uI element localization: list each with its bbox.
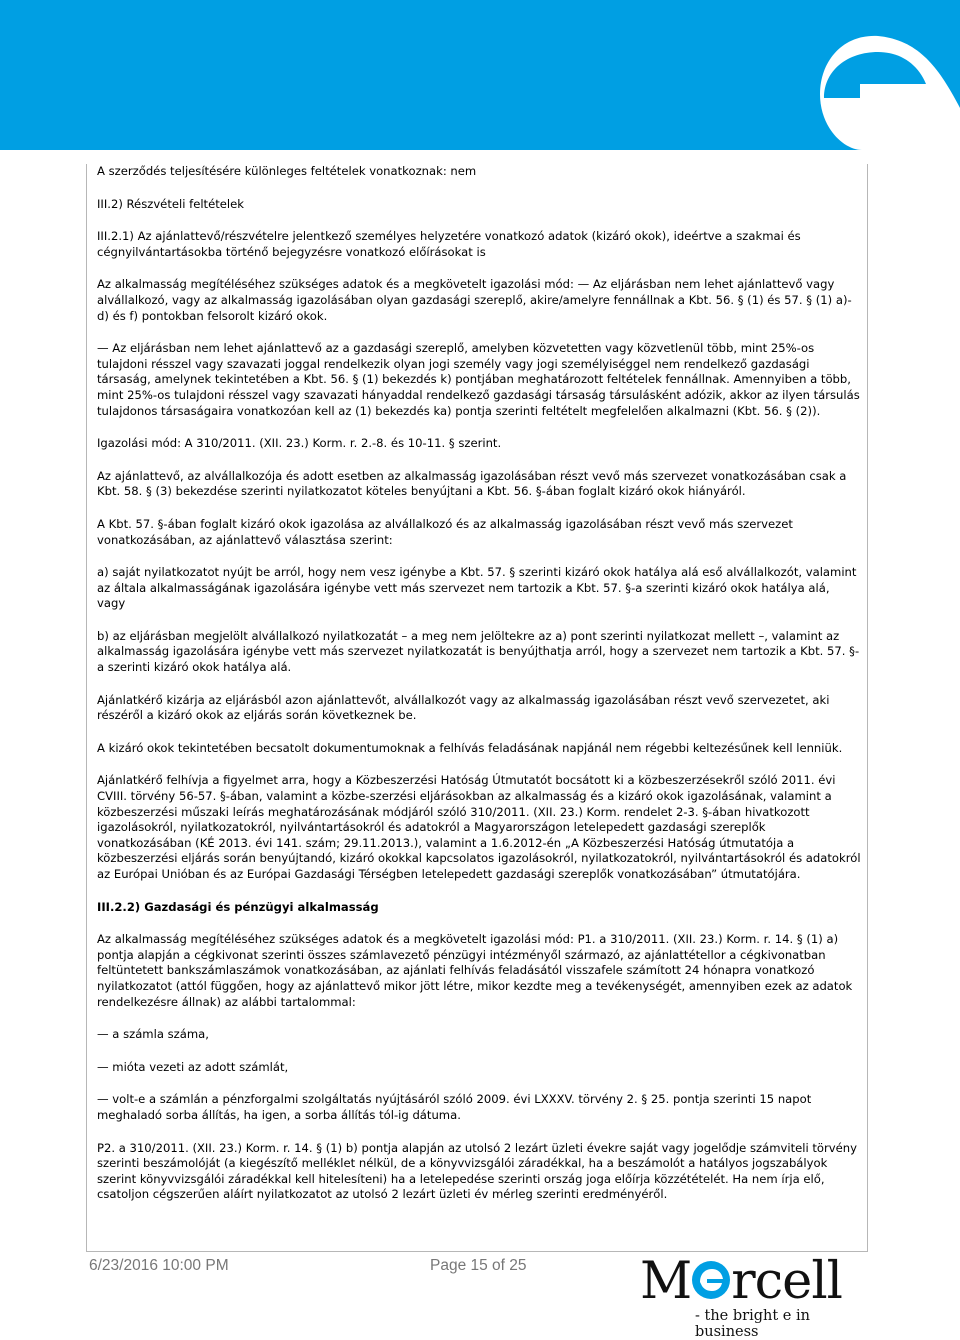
- paragraph-verification-method: Igazolási mód: A 310/2011. (XII. 23.) Korm. r. 2.-8. és 10-11. § szerint.: [97, 436, 502, 451]
- section-heading-participation: III.2) Részvételi feltételek: [97, 196, 244, 211]
- list-item-account-number: — a számla száma,: [97, 1027, 209, 1042]
- frame-left-border: [86, 164, 87, 1252]
- paragraph-kbt-57: A Kbt. 57. §-ában foglalt kizáró okok igazolása az alvállalkozó és az alkalmasság igazolásában részt vevő más szervezet vonatkozásában, az ajánlattevő választása szerint:: [97, 516, 793, 547]
- company-logo: [640, 1252, 870, 1340]
- paragraph-document-date: A kizáró okok tekintetében becsatolt dokumentumoknak a felhívás feladásának napjánál nem régebbi keltezésűnek kell lenniük.: [97, 740, 843, 755]
- list-item-queuing: — volt-e a számlán a pénzforgalmi szolgáltatás nyújtásáról szóló 2009. évi LXXXV. törvény 2. § 25. pontja szerinti 15 napot meghaladó sorba állítás, ha igen, a sorba állítás tól-ig dátuma.: [97, 1092, 812, 1122]
- logo-prefix: M: [640, 1252, 692, 1311]
- paragraph-special-conditions: A szerződés teljesítésére különleges feltételek vonatkoznak: nem: [97, 164, 477, 178]
- paragraph-declaration: Az ajánlattevő, az alvállalkozója és adott esetben az alkalmasság igazolásában részt vevő más szervezet vonatkozásában csak a Kbt. 58. § (3) bekezdése szerinti nyilatkozatot köteles benyújtani a Kbt. 56. §-ában foglalt kizáró okok hiányáról.: [97, 468, 847, 499]
- paragraph-suitability-exclusion: Az alkalmasság megítéléséhez szükséges adatok és a megkövetelt igazolási mód: — Az eljárásban nem lehet ajánlattevő vagy alvállalkozó, vagy az alkalmasság igazolásában olyan gazdasági szereplő, akire/amelyre fennállnak a Kbt. 56. § (1) és 57. § (1) a)-d) és f) pontokban felsorolt kizáró okok.: [97, 277, 852, 323]
- paragraph-guidance: Ajánlatkérő felhívja a figyelmet arra, hogy a Közbeszerzési Hatóság Útmutatót bocsátott ki a közbeszerzésekről szóló 2011. évi CVIII. törvény 56-57. §-ában, valamint a közbe-szerzési eljárásokban az alkalmasság és a kizáró okok igazolásának, valamint a közbeszerzési műszaki leírás meghatározásának módjáról szóló 310/2011. (XII. 23.) Korm. rendelet 2-3. §-ában hivatkozott igazolásokról, nyilatkozatokról, nyilvántartásokról és adatokról a Magyarországon letelepedett gazdasági szereplők vonatkozásában (KÉ 2013. évi 141. szám; 29.11.2013.), valamint a 1.6.2012-én „A Közbeszerzési Hatóság útmutatója a közbeszerzési eljárás során benyújtandó, kizáró okokkal kapcsolatos igazolásokról, nyilatkozatokról, nyilvántartásokról és adatokról az Európai Unióban és az Európai Gazdasági Térségben letelepedett gazdasági szereplők vonatkozásában” útmutatójára.: [97, 773, 861, 881]
- section-heading-exclusion: III.2.1) Az ajánlattevő/részvételre jelentkező személyes helyzetére vonatkozó adatok (kizáró okok), ideértve a szakmai és cégnyilvántartásokba történő bejegyzésre vonatkozó előírásokat is: [97, 229, 801, 259]
- paragraph-p1: Az alkalmasság megítéléséhez szükséges adatok és a megkövetelt igazolási mód: P1. a 310/2011. (XII. 23.) Korm. r. 14. § (1) a) pontja alapján a cégkivonat szerinti összes számlavezető pénzügyi intézményől származó, az ajánlattétellor a cégkivonatban feltüntetett bankszámlaszámok vonatkozásában, az ajánlati felhívás feladásától visszafele számított 24 hónapra vonatkozó nyilatkozatot (attól függően, hogy az ajánlattevő mikor jött létre, mikor kezdte meg a tevékenységét, amennyiben ezek az adatok rendelkezésre állnak) az alábbi tartalommal:: [97, 932, 853, 1009]
- paragraph-p2: P2. a 310/2011. (XII. 23.) Korm. r. 14. § (1) b) pontja alapján az utolsó 2 lezárt üzleti évekre saját vagy jogelődje számviteli törvény szerinti beszámolóját (a kiegészítő melléklet nélkül, de a könyvvizsgálói záradékkal, ha a beszámolót a hatályos jogszabályok szerint könyvvizsgálói záradékkal kell hitelesíteni) ha a letelepedése szerinti ország joga előírja közzétételét. Ha nem írja elő, csatoljon cégszerűen aláírt nyilatkozatot az utolsó 2 lezárt üzleti év mérleg szerinti eredményéről.: [97, 1140, 857, 1202]
- document-body: [97, 164, 861, 1220]
- bright-e-banner-icon: [800, 0, 960, 150]
- paragraph-option-b: b) az eljárásban megjelölt alvállalkozó nyilatkozatát – a meg nem jelöltekre az a) pont szerinti nyilatkozat mellett –, valamint az alkalmasság igazolására igénybe vett más szervezet nyilatkozatát is benyújthatja arról, hogy a szervezet nem tartozik a Kbt. 57. §-a szerinti kizáró okok hatálya alá.: [97, 628, 860, 675]
- logo-wordmark: [640, 1252, 842, 1312]
- frame-right-border: [867, 164, 868, 1252]
- paragraph-exclusion-during: Ajánlatkérő kizárja az eljárásból azon ajánlattevőt, alvállalkozót vagy az alkalmasság igazolásában részt vevő szervezetet, aki részéről a kizáró okok az eljárás során következnek be.: [97, 692, 830, 723]
- footer-date: 6/23/2016 10:00 PM: [89, 1257, 229, 1274]
- list-item-account-since: — mióta vezeti az adott számlát,: [97, 1059, 289, 1074]
- bright-e-icon: [691, 1260, 731, 1300]
- section-heading-financial: III.2.2) Gazdasági és pénzügyi alkalmasság: [97, 899, 379, 914]
- paragraph-option-a: a) saját nyilatkozatot nyújt be arról, hogy nem vesz igénybe a Kbt. 57. § szerinti kizáró okok hatálya alá eső alvállalkozót, valamint az általa alkalmasságának igazolására igénybe vett más szervezet nem tartozik a Kbt. 57. §-a szerinti kizáró okok hatálya alá, vagy: [97, 565, 857, 611]
- footer-page-number: Page 15 of 25: [430, 1257, 527, 1274]
- header-banner: [0, 0, 960, 150]
- logo-suffix: rcell: [731, 1252, 842, 1311]
- paragraph-ownership-exclusion: — Az eljárásban nem lehet ajánlattevő az a gazdasági szereplő, amelyben közvetetten vagy közvetlenül több, mint 25%-os tulajdoni résszel vagy szavazati joggal rendelkezik olyan jogi személy vagy jogi személyiséggel nem rendelkező gazdasági társaság, amelynek tekintetében a Kbt. 56. § (1) bekezdés k) pontjában meghatározott feltételek fennállnak. Amennyiben a több, mint 25%-os tulajdoni résszel vagy szavazati hányaddal rendelkező gazdasági társaság társulásként adózik, akkor az ilyen társulás tulajdonos társaságaira vonatkozóan kell az (1) bekezdés ka) pontja szerinti feltételt megfelelően alkalmazni (Kbt. 56. § (2)).: [97, 341, 860, 418]
- logo-tagline: - the bright e in business: [695, 1308, 810, 1340]
